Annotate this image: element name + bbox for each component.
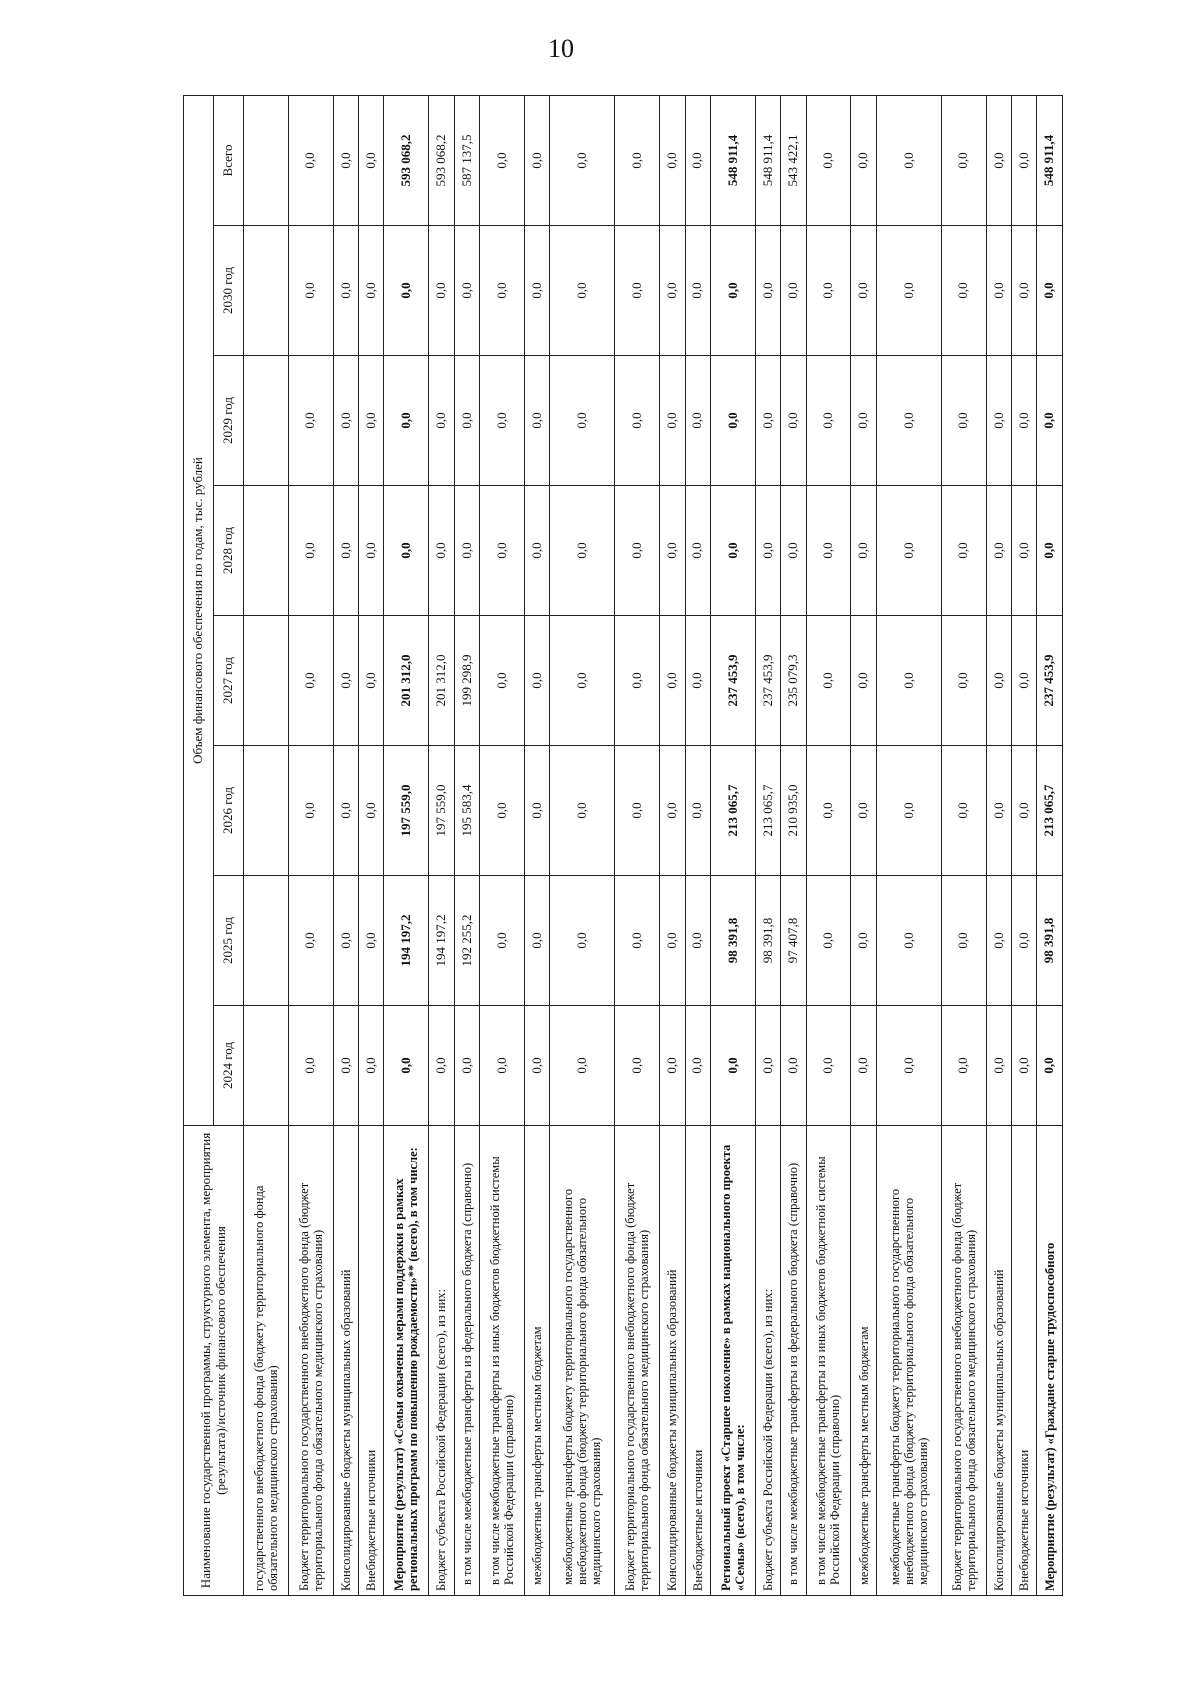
table-row [550, 95, 615, 1595]
row-year-cell: 213 065,7 [1037, 746, 1063, 876]
row-year-cell: 0,0 [615, 616, 660, 746]
row-year-cell: 0,0 [429, 356, 454, 486]
row-year-cell: 0,0 [1037, 1006, 1063, 1126]
row-year-cell [244, 746, 289, 876]
row-year-cell: 0,0 [941, 226, 986, 356]
row-label: Региональный проект «Старшее поколение» в рамках национального проекта «Семья» (всего), в том числе: [710, 1126, 755, 1596]
row-total-cell [244, 95, 289, 225]
row-year-cell: 0,0 [710, 486, 755, 616]
row-year-cell: 0,0 [480, 1006, 525, 1126]
row-year-cell: 0,0 [806, 616, 851, 746]
row-year-cell: 98 391,8 [710, 876, 755, 1006]
rotated-table-container [183, 96, 1063, 1596]
row-year-cell: 0,0 [454, 1006, 479, 1126]
row-year-cell: 0,0 [941, 356, 986, 486]
row-year-cell: 0,0 [986, 226, 1011, 356]
row-year-cell: 0,0 [480, 616, 525, 746]
row-label: Внебюджетные источники [685, 1126, 710, 1596]
row-year-cell: 0,0 [660, 876, 685, 1006]
table-row [1012, 95, 1037, 1595]
row-total-cell: 0,0 [615, 95, 660, 225]
row-year-cell: 0,0 [781, 1006, 806, 1126]
header-year: 2025 год [214, 876, 244, 1006]
header-year: 2028 год [214, 486, 244, 616]
row-year-cell: 0,0 [1012, 876, 1037, 1006]
row-year-cell: 0,0 [454, 486, 479, 616]
row-year-cell: 0,0 [851, 356, 876, 486]
row-total-cell: 593 068,2 [384, 95, 429, 225]
row-year-cell: 0,0 [685, 876, 710, 1006]
row-year-cell: 201 312,0 [429, 616, 454, 746]
row-year-cell: 0,0 [384, 356, 429, 486]
row-year-cell: 0,0 [333, 356, 358, 486]
row-year-cell: 0,0 [1012, 356, 1037, 486]
row-year-cell: 0,0 [851, 1006, 876, 1126]
row-year-cell: 0,0 [710, 356, 755, 486]
table-row [1037, 95, 1063, 1595]
row-year-cell: 0,0 [755, 226, 780, 356]
table-row [851, 95, 876, 1595]
row-year-cell: 213 065,7 [755, 746, 780, 876]
table-row [615, 95, 660, 1595]
row-year-cell: 97 407,8 [781, 876, 806, 1006]
row-year-cell: 0,0 [941, 876, 986, 1006]
row-year-cell: 0,0 [288, 616, 333, 746]
table-row [333, 95, 358, 1595]
row-year-cell: 0,0 [615, 1006, 660, 1126]
row-year-cell: 0,0 [755, 356, 780, 486]
row-total-cell: 0,0 [876, 95, 941, 225]
row-year-cell: 213 065,7 [710, 746, 755, 876]
row-year-cell: 0,0 [876, 746, 941, 876]
row-year-cell: 0,0 [480, 356, 525, 486]
table-row [755, 95, 780, 1595]
row-label: в том числе межбюджетные трансферты из иных бюджетов бюджетной системы Российской Федерации (справочно) [480, 1126, 525, 1596]
row-label: государственного внебюджетного фонда (бюджету территориального фонда обязательного медицинского страхования) [244, 1126, 289, 1596]
row-year-cell: 0,0 [806, 876, 851, 1006]
row-label: Бюджет территориального государственного внебюджетного фонда (бюджет территориального фонда обязательного медицинского страхования) [941, 1126, 986, 1596]
row-year-cell: 0,0 [524, 616, 549, 746]
row-year-cell: 0,0 [806, 486, 851, 616]
row-year-cell: 0,0 [384, 486, 429, 616]
row-year-cell: 0,0 [806, 1006, 851, 1126]
row-year-cell: 0,0 [685, 1006, 710, 1126]
row-year-cell: 201 312,0 [384, 616, 429, 746]
row-year-cell: 0,0 [524, 226, 549, 356]
row-year-cell: 0,0 [480, 486, 525, 616]
header-year: 2024 год [214, 1006, 244, 1126]
row-label: Консолидированные бюджеты муниципальных образований [333, 1126, 358, 1596]
table-row [244, 95, 289, 1595]
row-year-cell: 0,0 [429, 486, 454, 616]
row-year-cell: 210 935,0 [781, 746, 806, 876]
row-year-cell: 0,0 [550, 486, 615, 616]
row-year-cell: 0,0 [288, 876, 333, 1006]
row-year-cell: 0,0 [359, 616, 384, 746]
row-year-cell: 0,0 [851, 616, 876, 746]
row-year-cell: 0,0 [550, 1006, 615, 1126]
row-year-cell: 0,0 [876, 876, 941, 1006]
row-year-cell: 0,0 [288, 226, 333, 356]
row-year-cell: 0,0 [755, 486, 780, 616]
row-year-cell [244, 876, 289, 1006]
row-year-cell: 0,0 [986, 746, 1011, 876]
header-year: 2029 год [214, 356, 244, 486]
row-year-cell: 0,0 [288, 746, 333, 876]
row-year-cell: 0,0 [333, 1006, 358, 1126]
row-year-cell: 0,0 [359, 486, 384, 616]
row-year-cell: 199 298,9 [454, 616, 479, 746]
row-year-cell: 0,0 [941, 616, 986, 746]
row-year-cell: 0,0 [685, 226, 710, 356]
row-label: Внебюджетные источники [359, 1126, 384, 1596]
row-year-cell: 0,0 [1012, 486, 1037, 616]
table-row [781, 95, 806, 1595]
table-row [806, 95, 851, 1595]
row-total-cell: 0,0 [524, 95, 549, 225]
row-label: межбюджетные трансферты бюджету территориального государственного внебюджетного фонда (бюджету территориального фонда обязательного медицинского страхования) [876, 1126, 941, 1596]
row-year-cell: 0,0 [615, 876, 660, 1006]
row-year-cell: 0,0 [986, 876, 1011, 1006]
row-year-cell: 0,0 [359, 1006, 384, 1126]
row-year-cell: 0,0 [333, 486, 358, 616]
row-year-cell: 0,0 [685, 746, 710, 876]
row-year-cell: 0,0 [454, 356, 479, 486]
row-year-cell: 0,0 [333, 226, 358, 356]
row-year-cell: 0,0 [550, 226, 615, 356]
row-year-cell: 0,0 [454, 226, 479, 356]
row-year-cell: 0,0 [660, 486, 685, 616]
table-row [524, 95, 549, 1595]
row-total-cell: 0,0 [480, 95, 525, 225]
row-year-cell: 0,0 [524, 356, 549, 486]
row-label: Консолидированные бюджеты муниципальных образований [660, 1126, 685, 1596]
row-year-cell: 0,0 [524, 1006, 549, 1126]
row-label: Бюджет субъекта Российской Федерации (всего), из них: [755, 1126, 780, 1596]
row-year-cell: 0,0 [710, 226, 755, 356]
table-row [480, 95, 525, 1595]
row-year-cell: 0,0 [660, 616, 685, 746]
header-year: 2027 год [214, 616, 244, 746]
row-year-cell: 0,0 [550, 876, 615, 1006]
row-total-cell: 0,0 [806, 95, 851, 225]
row-label: межбюджетные трансферты местным бюджетам [524, 1126, 549, 1596]
row-year-cell: 0,0 [941, 486, 986, 616]
row-label: Мероприятие (результат) «Семьи охвачены мерами поддержки в рамках региональных программ по повышению рождаемости»** (всего), в том числе: [384, 1126, 429, 1596]
row-year-cell: 194 197,2 [384, 876, 429, 1006]
table-row [685, 95, 710, 1595]
row-year-cell: 0,0 [781, 356, 806, 486]
row-year-cell: 0,0 [333, 746, 358, 876]
row-year-cell: 98 391,8 [1037, 876, 1063, 1006]
table-row [429, 95, 454, 1595]
row-total-cell: 548 911,4 [755, 95, 780, 225]
row-year-cell: 0,0 [851, 226, 876, 356]
row-year-cell: 0,0 [660, 226, 685, 356]
row-year-cell: 0,0 [550, 746, 615, 876]
row-year-cell: 0,0 [550, 616, 615, 746]
row-total-cell: 593 068,2 [429, 95, 454, 225]
row-year-cell: 0,0 [480, 746, 525, 876]
header-financing-group: Объем финансового обеспечения по годам, тыс. рублей [184, 95, 214, 1125]
row-year-cell: 0,0 [550, 356, 615, 486]
row-year-cell [244, 1006, 289, 1126]
row-year-cell: 0,0 [876, 616, 941, 746]
table-row [986, 95, 1011, 1595]
row-year-cell: 0,0 [781, 486, 806, 616]
row-total-cell: 543 422,1 [781, 95, 806, 225]
row-year-cell: 237 453,9 [710, 616, 755, 746]
row-year-cell: 0,0 [359, 746, 384, 876]
row-year-cell: 0,0 [615, 746, 660, 876]
row-year-cell: 197 559,0 [429, 746, 454, 876]
row-year-cell: 0,0 [288, 486, 333, 616]
row-year-cell: 0,0 [615, 356, 660, 486]
row-year-cell: 0,0 [384, 226, 429, 356]
row-year-cell: 0,0 [359, 356, 384, 486]
header-year: 2026 год [214, 746, 244, 876]
row-year-cell: 0,0 [941, 746, 986, 876]
row-label: межбюджетные трансферты бюджету территориального государственного внебюджетного фонда (бюджету территориального фонда обязательного медицинского страхования) [550, 1126, 615, 1596]
table-row [288, 95, 333, 1595]
table-row [710, 95, 755, 1595]
row-year-cell: 0,0 [333, 616, 358, 746]
header-total: Всего [214, 95, 244, 225]
table-row [660, 95, 685, 1595]
row-year-cell: 0,0 [524, 746, 549, 876]
row-year-cell: 0,0 [288, 1006, 333, 1126]
row-label: в том числе межбюджетные трансферты из федерального бюджета (справочно) [781, 1126, 806, 1596]
row-label: Консолидированные бюджеты муниципальных образований [986, 1126, 1011, 1596]
row-year-cell: 0,0 [333, 876, 358, 1006]
row-year-cell: 0,0 [660, 1006, 685, 1126]
table-row [384, 95, 429, 1595]
row-year-cell: 192 255,2 [454, 876, 479, 1006]
row-year-cell: 0,0 [615, 486, 660, 616]
page-number: 10 [548, 34, 574, 63]
row-year-cell: 0,0 [1012, 616, 1037, 746]
row-total-cell: 0,0 [359, 95, 384, 225]
row-year-cell: 0,0 [876, 226, 941, 356]
table-row [941, 95, 986, 1595]
row-total-cell: 0,0 [986, 95, 1011, 225]
row-label: в том числе межбюджетные трансферты из иных бюджетов бюджетной системы Российской Федерации (справочно) [806, 1126, 851, 1596]
row-year-cell: 0,0 [660, 356, 685, 486]
row-total-cell: 0,0 [941, 95, 986, 225]
row-year-cell: 0,0 [359, 876, 384, 1006]
row-year-cell: 0,0 [851, 486, 876, 616]
row-year-cell: 0,0 [524, 486, 549, 616]
row-year-cell: 0,0 [660, 746, 685, 876]
row-year-cell: 194 197,2 [429, 876, 454, 1006]
row-year-cell [244, 616, 289, 746]
row-year-cell: 0,0 [615, 226, 660, 356]
row-year-cell: 0,0 [851, 746, 876, 876]
row-total-cell: 0,0 [1012, 95, 1037, 225]
row-label: Бюджет субъекта Российской Федерации (всего), из них: [429, 1126, 454, 1596]
row-year-cell: 235 079,3 [781, 616, 806, 746]
row-year-cell: 237 453,9 [755, 616, 780, 746]
row-year-cell: 0,0 [806, 226, 851, 356]
row-year-cell: 0,0 [876, 486, 941, 616]
row-year-cell: 0,0 [1037, 356, 1063, 486]
row-year-cell: 0,0 [1037, 226, 1063, 356]
row-year-cell: 0,0 [986, 486, 1011, 616]
row-year-cell [244, 356, 289, 486]
row-year-cell: 0,0 [986, 1006, 1011, 1126]
row-year-cell: 0,0 [685, 356, 710, 486]
row-year-cell: 0,0 [1037, 486, 1063, 616]
row-total-cell: 0,0 [660, 95, 685, 225]
row-year-cell: 0,0 [1012, 1006, 1037, 1126]
row-year-cell: 0,0 [806, 746, 851, 876]
row-label: Внебюджетные источники [1012, 1126, 1037, 1596]
row-year-cell: 0,0 [480, 876, 525, 1006]
row-year-cell [244, 226, 289, 356]
row-year-cell: 0,0 [755, 1006, 780, 1126]
row-year-cell: 0,0 [851, 876, 876, 1006]
table-row [876, 95, 941, 1595]
row-year-cell: 195 583,4 [454, 746, 479, 876]
row-year-cell: 0,0 [876, 1006, 941, 1126]
row-label: Бюджет территориального государственного внебюджетного фонда (бюджет территориального фонда обязательного медицинского страхования) [288, 1126, 333, 1596]
row-year-cell: 0,0 [384, 1006, 429, 1126]
row-year-cell: 0,0 [806, 356, 851, 486]
row-total-cell: 548 911,4 [1037, 95, 1063, 225]
row-year-cell: 0,0 [781, 226, 806, 356]
row-year-cell: 0,0 [429, 226, 454, 356]
row-year-cell: 0,0 [524, 876, 549, 1006]
row-year-cell: 237 453,9 [1037, 616, 1063, 746]
row-year-cell: 0,0 [1012, 746, 1037, 876]
row-label: в том числе межбюджетные трансферты из федерального бюджета (справочно) [454, 1126, 479, 1596]
row-total-cell: 0,0 [851, 95, 876, 225]
row-year-cell: 0,0 [685, 616, 710, 746]
row-year-cell: 0,0 [359, 226, 384, 356]
row-year-cell: 0,0 [288, 356, 333, 486]
table-body [244, 95, 1063, 1595]
row-year-cell: 0,0 [986, 616, 1011, 746]
row-total-cell: 0,0 [333, 95, 358, 225]
financing-table [183, 95, 1063, 1596]
row-total-cell: 0,0 [288, 95, 333, 225]
row-year-cell: 0,0 [429, 1006, 454, 1126]
row-year-cell: 0,0 [1012, 226, 1037, 356]
row-year-cell: 0,0 [710, 1006, 755, 1126]
row-total-cell: 0,0 [685, 95, 710, 225]
row-year-cell: 0,0 [986, 356, 1011, 486]
row-label: Бюджет территориального государственного внебюджетного фонда (бюджет территориального фонда обязательного медицинского страхования) [615, 1126, 660, 1596]
row-year-cell: 98 391,8 [755, 876, 780, 1006]
row-year-cell: 0,0 [941, 1006, 986, 1126]
table-row [454, 95, 479, 1595]
row-year-cell: 0,0 [876, 356, 941, 486]
row-year-cell [244, 486, 289, 616]
row-label: межбюджетные трансферты местным бюджетам [851, 1126, 876, 1596]
row-year-cell: 0,0 [480, 226, 525, 356]
row-total-cell: 0,0 [550, 95, 615, 225]
row-total-cell: 587 137,5 [454, 95, 479, 225]
header-year: 2030 год [214, 226, 244, 356]
row-label: Мероприятие (результат) «Граждане старше трудоспособного [1037, 1126, 1063, 1596]
row-year-cell: 0,0 [685, 486, 710, 616]
table-row [359, 95, 384, 1595]
row-year-cell: 197 559,0 [384, 746, 429, 876]
header-name-column: Наименование государственной программы, структурного элемента, мероприятия (результата)/источник финансового обеспечения [184, 1126, 244, 1596]
row-total-cell: 548 911,4 [710, 95, 755, 225]
